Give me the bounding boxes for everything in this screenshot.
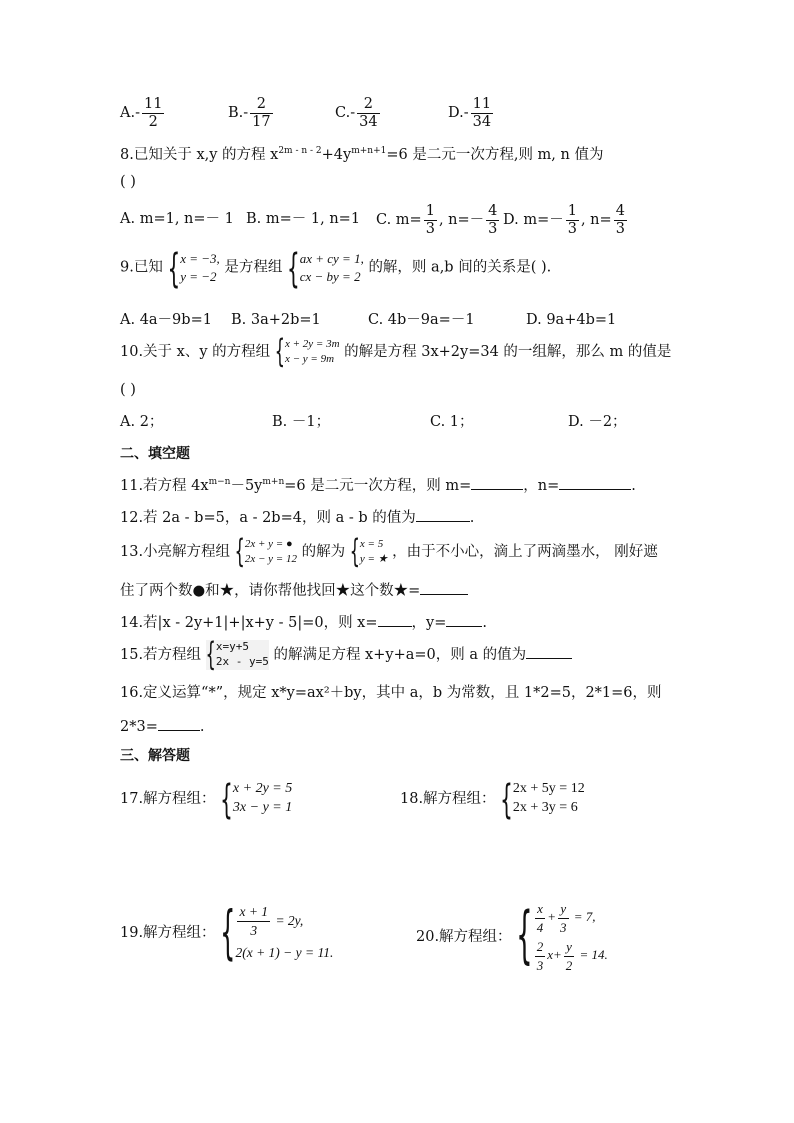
fraction: $\frac{11}{34}$ bbox=[472, 96, 492, 130]
equation-system: { x = 5 y = ★ bbox=[349, 531, 388, 570]
answer-blank[interactable] bbox=[471, 476, 523, 490]
question-16: 16.定义运算“*”，规定 x*y=ax²＋by，其中 a，b 为常数，且 1*2=5，2*1=6，则 bbox=[120, 685, 662, 701]
equation-system: { 2x + 5y = 12 2x + 3y = 6 bbox=[500, 774, 585, 823]
answer-blank[interactable] bbox=[446, 613, 482, 627]
left-brace: { bbox=[349, 531, 360, 570]
q8-option-b: B. m=－ 1, n=1 bbox=[246, 211, 361, 227]
question-15: 15.若方程组 { x=y+5 2x - y=5 的解满足方程 x+y+a=0，则 a 的值为 bbox=[120, 640, 572, 670]
answer-blank[interactable] bbox=[158, 717, 200, 731]
q10-answer-paren: ( ) bbox=[120, 382, 136, 398]
q9-option-b: B. 3a+2b=1 bbox=[231, 312, 321, 328]
q10-options bbox=[120, 414, 627, 434]
question-11: 11.若方程 $4x^{m-n}-5y^{m+n}=6$ 是二元一次方程，则 m= ，n= . bbox=[120, 477, 636, 494]
fraction: $\frac{11}{2}$ bbox=[144, 96, 163, 130]
question-18: 18.解方程组： { 2x + 5y = 12 2x + 3y = 6 bbox=[400, 774, 585, 823]
question-13-line-2: 住了两个数●和★，请你帮他找回★这个数★= bbox=[120, 581, 468, 600]
left-brace: { bbox=[500, 774, 513, 823]
q8-options bbox=[120, 203, 640, 243]
q8-option-c: C. m= $\frac{1}{3}$ , n=－ $\frac{4}{3}$ bbox=[376, 203, 498, 237]
left-brace: { bbox=[220, 899, 236, 967]
equation-system: { x + 2y = 3m x − y = 9m bbox=[274, 331, 340, 370]
equation-system: { x=y+5 2x - y=5 bbox=[205, 634, 269, 673]
answer-blank[interactable] bbox=[559, 476, 631, 490]
answer-blank[interactable] bbox=[420, 581, 468, 595]
question-8: 8.已知关于 x,y 的方程 $x^{2m - n - 2}+4y^{m+n+1}=6$ 是二元一次方程,则 m, n 值为 bbox=[120, 146, 604, 163]
question-17: 17.解方程组： { x + 2y = 5 3x − y = 1 bbox=[120, 774, 293, 823]
q7-option-d: D.- $\frac{11}{34}$ bbox=[448, 96, 492, 130]
question-20: 20.解方程组： { $\frac{x}{4}$ + $\frac{y}{3}$ = 7, $\frac{2}{3}$ x+ $\frac{y}{2}$ = 14. bbox=[416, 901, 608, 974]
fraction: $\frac{2}{3}$ bbox=[536, 939, 544, 973]
q7-option-b: B.- $\frac{2}{17}$ bbox=[228, 96, 271, 130]
equation-system: { $\frac{x}{4}$ + $\frac{y}{3}$ = 7, $\frac{2}{3}$ x+ $\frac{y}{2}$ = 14. bbox=[516, 901, 608, 974]
question-19: 19.解方程组： { $\frac{x + 1}{3}$ = 2y, 2(x + 1) − y = 11. bbox=[120, 899, 334, 967]
fraction: $\frac{1}{3}$ bbox=[567, 203, 577, 237]
left-brace: { bbox=[516, 901, 533, 974]
left-brace: { bbox=[274, 331, 285, 370]
left-brace: { bbox=[286, 243, 300, 292]
equation-system: { $\frac{x + 1}{3}$ = 2y, 2(x + 1) − y = 11. bbox=[220, 899, 334, 967]
q10-option-d: D. －2； bbox=[568, 414, 627, 430]
q9-option-d: D. 9a+4b=1 bbox=[526, 312, 617, 328]
section-heading-fill-in: 二、填空题 bbox=[120, 446, 190, 462]
q8-option-a: A. m=1, n=－ 1 bbox=[120, 211, 234, 227]
fraction: $\frac{2}{34}$ bbox=[359, 96, 378, 130]
q8-option-d: D. m=－ $\frac{1}{3}$ , n= $\frac{4}{3}$ bbox=[503, 203, 625, 237]
fraction: $\frac{x + 1}{3}$ bbox=[239, 904, 269, 939]
q8-answer-paren: ( ) bbox=[120, 174, 136, 190]
section-heading-solve: 三、解答题 bbox=[120, 748, 190, 764]
question-16-line-2: 2*3= . bbox=[120, 719, 205, 735]
q7-option-a: A.- $\frac{11}{2}$ bbox=[120, 96, 163, 130]
q9-option-c: C. 4b－9a=－1 bbox=[368, 312, 475, 328]
left-brace: { bbox=[205, 634, 216, 673]
fraction: $\frac{1}{3}$ bbox=[425, 203, 435, 237]
q9-options bbox=[120, 312, 640, 332]
equation-system: { ax + cy = 1, cx − by = 2 bbox=[286, 243, 364, 292]
question-9: 9.已知 { x = −3, y = −2 是方程组 { ax + cy = 1, cx − by = 2 的解，则 a,b 间的关系是( ). bbox=[120, 243, 552, 292]
q7-option-c: C.- $\frac{2}{34}$ bbox=[335, 96, 378, 130]
left-brace: { bbox=[220, 774, 233, 823]
q10-option-a: A. 2； bbox=[120, 414, 164, 430]
left-brace: { bbox=[167, 243, 181, 292]
answer-blank[interactable] bbox=[416, 508, 470, 522]
question-12: 12.若 2a - b=5，a - 2b=4，则 a - b 的值为 . bbox=[120, 510, 475, 526]
equation-system: { x = −3, y = −2 bbox=[167, 243, 220, 292]
answer-blank[interactable] bbox=[378, 613, 412, 627]
fraction: $\frac{y}{3}$ bbox=[560, 901, 567, 935]
question-14: 14.若|x - 2y+1|+|x+y - 5|=0，则 x= ，y= . bbox=[120, 615, 487, 631]
equation-system: { x + 2y = 5 3x − y = 1 bbox=[220, 774, 293, 823]
question-10: 10.关于 x、y 的方程组 { x + 2y = 3m x − y = 9m 的解是方程 3x+2y=34 的一组解，那么 m 的值是 bbox=[120, 331, 672, 370]
question-13: 13.小亮解方程组 { 2x + y = ● 2x − y = 12 的解为 { x = 5 y = ★ ，由于不小心，滴上了两滴墨水， 刚好遮 bbox=[120, 531, 658, 570]
answer-blank[interactable] bbox=[526, 645, 572, 659]
q10-option-c: C. 1； bbox=[430, 414, 474, 430]
fraction: $\frac{4}{3}$ bbox=[488, 203, 498, 237]
fraction: $\frac{y}{2}$ bbox=[565, 939, 573, 973]
left-brace: { bbox=[234, 531, 245, 570]
q10-option-b: B. －1； bbox=[272, 414, 331, 430]
equation-system: { 2x + y = ● 2x − y = 12 bbox=[234, 531, 297, 570]
fraction: $\frac{x}{4}$ bbox=[536, 901, 544, 935]
fraction: $\frac{4}{3}$ bbox=[615, 203, 625, 237]
fraction: $\frac{2}{17}$ bbox=[252, 96, 271, 130]
q9-option-a: A. 4a－9b=1 bbox=[120, 312, 212, 328]
